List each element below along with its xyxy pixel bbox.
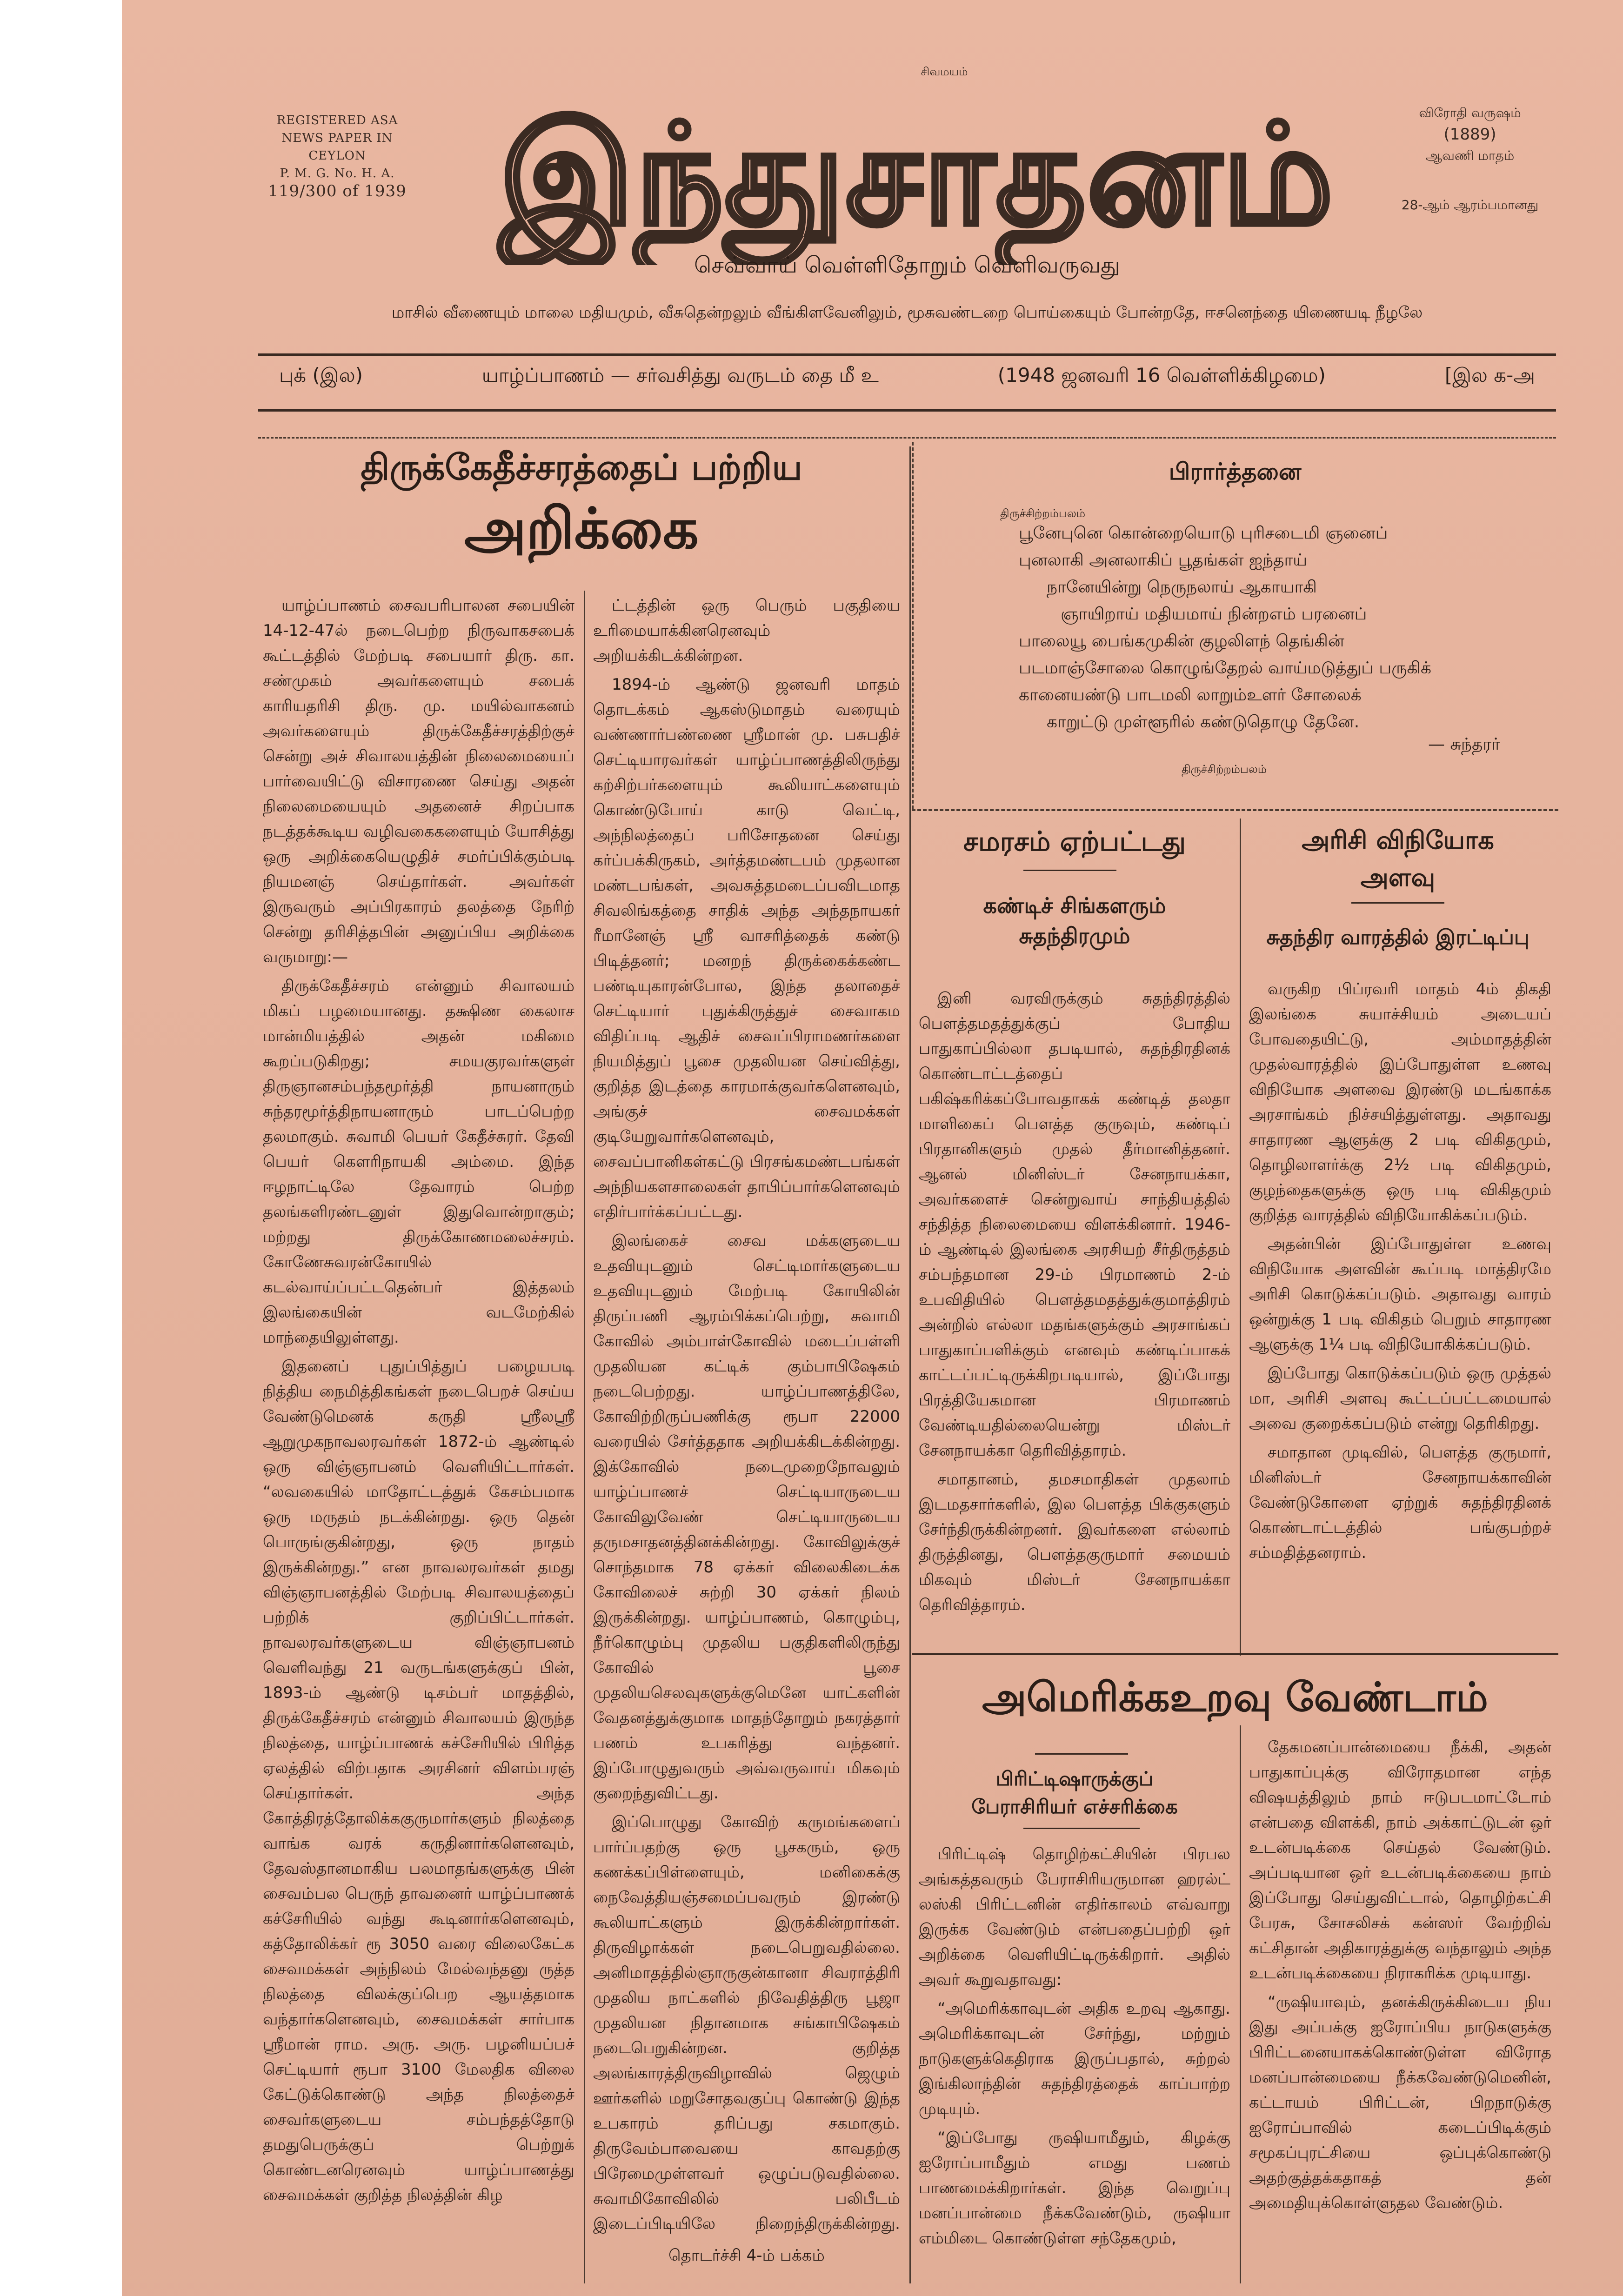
freedom-body — [919, 986, 1230, 1646]
prayer-box-bottom-border — [912, 809, 1558, 811]
dateline-bottom-rule — [258, 409, 1556, 412]
section-rule — [912, 1653, 1558, 1655]
paragraph: “இப்போது ருஷியாமீதும், கிழக்கு ஐரோப்பாமீதும் எமது பணம் பாணமைக்கிறார்கள். இந்த வெறுப்பு மனப்பான்மை நீக்கவேண்டும், ருஷியா எம்மிடை கொண்டுள்ள சந்தேகமும், — [919, 2129, 1230, 2248]
blessing-text: சிவமயம் — [921, 65, 968, 78]
paragraph: இனி வரவிருக்கும் சுதந்திரத்தில் பௌத்தமதத்துக்குப் போதிய பாதுகாப்பில்லா தபடியால், சுதந்திரதினக் கொண்டாட்டத்தைப் பகிஷ்கரிக்கப்போவதாகக் கண்டித் தலதா மாளிகைப் பௌத்த குருவும், கண்டிப் பிரதானிகளும் முதல் தீர்மானித்தனர். ஆனல் மினிஸ்டர் சேனநாயக்கா, அவர்களைச் சென்றுவாய் சாந்தியத்தில் சந்தித்த நிலைமையை விளக்கினார். 1946-ம் ஆண்டில் இலங்கை அரசியற் சீர்திருத்தம் சம்பந்தமான 29-ம் பிரமாணம் 2-ம் உபவிதியில் பௌத்தமதத்துக்குமாத்திரம் அன்றில் எல்லா மதங்களுக்கும் அரசாங்கப் பாதுகாப்பளிக்கும் எனவும் கண்டிப்பாகக் காட்டப்பட்டிருக்கிறபடியால், இப்போது பிரத்தியேகமான பிரமாணம் வேண்டியதில்லையென்று மிஸ்டர் சேனநாயக்கா தெரிவித்தாரம். — [919, 989, 1230, 1460]
place-and-era: யாழ்ப்பாணம் — சர்வசித்து வருடம் தை மீ உ — [481, 364, 879, 386]
paragraph: சமாதானம், தமசமாதிகள் முதலாம் இடமதசார்களில், இல பௌத்த பிக்குகளும் சேர்ந்திருக்கின்றனர். இவர்களை எல்லாம் திருத்தினது, பௌத்தகுருமார் சமையம் மிகவும் மிஸ்டர் சேனநாயக்கா தெரிவித்தாரம். — [919, 1470, 1230, 1614]
paragraph: திருக்கேதீச்சரம் என்னும் சிவாலயம் மிகப் பழமையானது. தக்ஷிண கைலாச மான்மியத்தில் அதன் மகிமை கூறப்படுகிறது; சமயகுரவர்களுள் திருஞானசம்பந்தமூர்த்தி நாயனாரும் சுந்தரமூர்த்திநாயனாரும் பாடப்பெற்ற தலமாகும். சுவாமி பெயர் கேதீச்சுரர். தேவி பெயர் கௌரிநாயகி அம்மை. இந்த ஈழநாட்டிலே தேவாரம் பெற்ற தலங்களிரண்டனுள் இதுவொன்றாகும்; மற்றது திருக்கோணமலைச்சரம். கோணேசுவரன்கோயில் கடல்வாய்ப்பட்டதென்பர் இத்தலம் இலங்கையின் வடமேற்கில் மாந்தையிலுள்ளது. — [263, 977, 574, 1347]
verse-line: பூனேபுனெ கொன்றையொடு புரிசடைமி ஞனைப் — [1019, 524, 1388, 543]
freedom-heading-rule — [1023, 870, 1116, 871]
verse-line: நானேயின்று நெருநலாய் ஆகாயாகி — [1047, 578, 1317, 597]
prayer-subhead: திருச்சிற்றம்பலம் — [1000, 507, 1086, 520]
prayer-heading: பிரார்த்தனை — [1169, 458, 1302, 485]
issue-number: [இல க-அ — [1444, 364, 1535, 386]
info-line: 28-ஆம் ஆரம்பமானது — [1401, 197, 1539, 213]
verse-line: புனலாகி அனலாகிப் பூதங்கள் ஐந்தாய் — [1019, 551, 1308, 570]
report-heading-line2: அறிக்கை — [464, 496, 699, 561]
info-line: ஆவணி மாதம் — [1425, 148, 1515, 163]
info-line: விரோதி வருஷம் — [1419, 105, 1521, 120]
paragraph: பிரிட்டிஷ் தொழிற்கட்சியின் பிரபல அங்கத்தவரும் பேராசிரியருமான ஹரல்ட் லஸ்கி பிரிட்டனின் எதிர்காலம் எவ்வாறு இருக்க வேண்டும் என்பதைப்பற்றி ஒர் அறிக்கை வெளியிட்டிருக்கிறார். அதில் அவர் கூறுவதாவது: — [919, 1845, 1230, 1989]
notice-line: REGISTERED ASA — [276, 113, 398, 127]
prayer-footer: திருச்சிற்றம்பலம் — [1182, 763, 1267, 776]
info-line: (1889) — [1443, 125, 1496, 144]
america-heading: அமெரிக்கஉறவு வேண்டாம் — [982, 1674, 1488, 1721]
paragraph: “அமெரிக்காவுடன் அதிக உறவு ஆகாது. அமெரிக்காவுடன் சேர்ந்து, மற்றும் நாடுகளுக்கெதிராக இருப்பதால், சுற்றல் இங்கிலாந்தின் சுதந்திரத்தைக் காப்பாற்ற முடியும். — [919, 1999, 1230, 2118]
rice-heading-line1: அரிசி விநியோக — [1302, 825, 1494, 855]
rice-heading-line2: அளவு — [1360, 863, 1436, 892]
column-rule — [1240, 1725, 1241, 2283]
paragraph: சமாதான முடிவில், பௌத்த குருமார், மினிஸ்டர் சேனநாயக்காவின் வேண்டுகோளை ஏற்றுக் சுதந்திரதினக் கொண்டாட்டத்தில் பங்குபற்றச் சம்மதித்தனராம். — [1249, 1443, 1551, 1562]
paragraph: வருகிற பிப்ரவரி மாதம் 4ம் திகதி இலங்கை சுயாச்சியம் அடையப் போவதையிட்டு, அம்மாதத்தின் முதல்வாரத்தில் இப்போதுள்ள உணவு விநியோக அளவை இரண்டு மடங்காக்க அரசாங்கம் நிச்சயித்துள்ளது. அதாவது சாதாரண ஆளுக்கு 2 படி விகிதமும், தொழிலாளர்க்கு 2½ படி விகிதமும், குழந்தைகளுக்கு ஒரு படி விகிதமும் குறித்த வாரத்தில் விநியோகிக்கப்படும். — [1249, 980, 1551, 1225]
report-column-2 — [593, 593, 900, 2235]
publication-frequency: செவ்வாய் வெள்ளிதோறும் வெளிவருவது — [694, 252, 1120, 278]
report-heading-line1: திருக்கேதீச்சரத்தைப் பற்றிய — [361, 446, 802, 488]
issue-date: (1948 ஜனவரி 16 வெள்ளிக்கிழமை) — [997, 364, 1326, 386]
dateline — [279, 364, 1535, 389]
section-dashed-rule — [258, 437, 1556, 439]
registration-notice — [260, 112, 414, 200]
america-subhead-line1: பிரிட்டிஷாருக்குப் — [995, 1767, 1154, 1790]
verse-line: படமாஞ்சோலை கொழுங்தேறல் வாய்மடுத்துப் பருகிக் — [1019, 659, 1432, 678]
report-column-1 — [263, 593, 574, 2281]
paragraph: 1894-ம் ஆண்டு ஜனவரி மாதம் தொடக்கம் ஆகஸ்டுமாதம் வரையும் வண்ணார்பண்ணை ஸ்ரீமான் மு. பசுபதிச் செட்டியாரவர்கள் யாழ்ப்பாணத்திலிருந்து கற்சிற்பர்களையும் கூலியாட்களையும் கொண்டுபோய் காடு வெட்டி, அந்நிலத்தைப் பரிசோதனை செய்து கர்ப்பக்கிருகம், அர்த்தமண்டபம் முதலான மண்டபங்கள், அவசுத்தமடைப்பவிடமாத சிவலிங்கத்தை சாதிக் அந்த அந்தநாயகர் ரீமானேஞ் ஸ்ரீ வாசரித்தைக் கண்டு பிடித்தனர்; மனறந் திருக்கைக்கண்ட பண்டியுகாரன்போல, இந்த தலாதைச் செட்டியார் புதுக்கிருத்துச் சைவாகம விதிப்படி ஆதிச் சைவப்பிராமணர்களை நியமித்துப் பூசை முதலியன செய்வித்து, குறித்த இடத்தை காரமாக்குவர்களெனவும், அங்குச் சைவமக்கள் குடியேறுவார்களெனவும், சைவப்பானிகள்கட்டு பிரசங்கமண்டபங்கள் அந்நியகளசாலைகள் தாபிப்பார்களெனவும் எதிர்பார்க்கப்பட்டது. — [593, 675, 900, 1221]
column-rule — [584, 591, 585, 2283]
paragraph: “ருஷியாவும், தனக்கிருக்கிடைய நிய இது அப்பக்கு ஐரோப்பிய நாடுகளுக்கு பிரிட்டனையாகக்கொண்டுள்ள விரோத மனப்பான்மையை நீக்கவேண்டுமெனின், கட்டாயம் பிரிட்டன், பிறநாடுக்கு ஐரோப்பாவில் கடைப்பிடிக்கும் சமூகப்புரட்சியை ஒப்புக்கொண்டு அதற்குத்தக்கதாகத் தன் அமைதியுக்கொள்ளுதல வேண்டும். — [1249, 1993, 1551, 2212]
rice-subhead: சுதந்திர வாரத்தில் இரட்டிப்பு — [1266, 925, 1529, 949]
freedom-subhead-line1: கண்டிச் சிங்களரும் — [983, 893, 1166, 918]
column-rule — [909, 446, 911, 2283]
paragraph: இப்பொழுது கோவிற் கருமங்களைப் பார்ப்பதற்கு ஒரு பூசகரும், ஒரு கணக்கப்பிள்ளையும், மனிகைக்கு நைவேத்தியஞ்சமைப்பவரும் இரண்டு கூலியாட்களும் இருக்கின்றார்கள். திருவிழாக்கள் நடைபெறுவதில்லை. அனிமாதத்தில்ஞாருகுன்கானா சிவராத்திரி முதலிய நாட்களில் நிவேதித்திரு பூஜா முதலியன நிதானமாக சங்காபிஷேகம் நடைபெறுகின்றன. குறித்த அலங்காரத்திருவிழாவில் ஜெழும் ஊர்களில் மறுசோதவகுப்பு கொண்டு இந்த உபகாரம் தரிப்பது சகமாகும். திருவேம்பாவையை காவதற்கு பிரேமைமுள்ளவர் ஒழுப்படுவதில்லை. சுவாமிகோவிலில் பலிபீடம் இடைப்பிடியிலே நிறைந்திருக்கின்றது. — [593, 1813, 900, 2233]
verse-line: பாலையூ பைங்கமுகின் குழலிளந் தெங்கின் — [1019, 632, 1344, 651]
notice-line: NEWS PAPER IN — [281, 131, 393, 145]
prayer-verse — [1019, 520, 1544, 736]
prayer-author: — சுந்தரர் — [1428, 735, 1500, 754]
america-heading-rule — [1035, 1753, 1128, 1755]
volume-number: புக் (இல) — [279, 364, 363, 386]
motto-verse: மாசில் வீணையும் மாலை மதியமும், வீசுதென்றலும் வீங்கிளவேனிலும், மூசுவண்டறை பொய்கையும் போன்றதே, ஈசனெந்தை யிணையடி நீழலே — [391, 303, 1423, 322]
founding-info — [1400, 102, 1540, 216]
notice-line: CEYLON — [308, 149, 366, 163]
america-column-1 — [919, 1842, 1230, 2279]
newspaper-title: இந்துசாதனம் — [499, 92, 1334, 256]
america-subhead-line2: பேராசிரியர் எச்சரிக்கை — [971, 1795, 1178, 1818]
verse-line: காறுட்டு முள்ளூரில் கண்டுதொழு தேனே. — [1047, 712, 1360, 732]
freedom-heading: சமரசம் ஏற்பட்டது — [963, 825, 1186, 857]
paragraph: அதன்பின் இப்போதுள்ள உணவு விநியோக அளவின் கூப்படி மாத்திரமே அரிசி கொடுக்கப்படும். அதாவது வாரம் ஒன்றுக்கு 1 படி விகிதம் பெறும் சாதாரண ஆளுக்கு 1¼ படி விநியோகிக்கப்படும். — [1249, 1235, 1551, 1354]
paragraph: தேகமனப்பான்மையை நீக்கி, அதன் பாதுகாப்புக்கு விரோதமான எந்த விஷயத்திலும் நாம் ஈடுபடமாட்டோம் என்பதை விளக்கி, நாம் அக்காட்டுடன் ஒர் உடன்படிக்கை செய்தல் வேண்டும். அப்படியான ஒர் உடன்படிக்கையை நாம் இப்போது செய்துவிட்டால், தொழிற்கட்சி பேரசு, சோசலிசக் கன்ஸர் வேற்றிவ் கட்சிதான் அதிகாரத்துக்கு வந்தாலும் அந்த உடன்படிக்கையை நிராகரிக்க முடியாது. — [1249, 1738, 1551, 1983]
rice-heading-rule — [1351, 902, 1444, 904]
verse-line: ஞாயிறாய் மதியமாய் நின்றஎம் பரனைப் — [1061, 605, 1367, 624]
paragraph: ட்டத்தின் ஒரு பெரும் பகுதியை உரிமையாக்கினரெனவும் அறியக்கிடக்கின்றன. — [593, 596, 900, 665]
continued-note: தொடர்ச்சி 4-ம் பக்கம் — [668, 2246, 825, 2265]
rice-body — [1249, 977, 1551, 1651]
paragraph: இப்போது கொடுக்கப்படும் ஒரு முத்தல் மா, அரிசி அளவு கூட்டப்பட்டமையால் அவை குறைக்கப்படும் என்று தெரிகிறது. — [1249, 1364, 1551, 1433]
america-column-2 — [1249, 1735, 1551, 2279]
notice-line: P. M. G. No. H. A. — [280, 166, 395, 180]
dateline-top-rule — [258, 353, 1556, 356]
verse-line: கானையண்டு பாடமலி லாறும்உளர் சோலைக் — [1019, 685, 1362, 705]
freedom-subhead-line2: சுதந்திரமும் — [1019, 923, 1130, 948]
notice-line: 119/300 of 1939 — [268, 182, 407, 200]
paragraph: யாழ்ப்பாணம் சைவபரிபாலன சபையின் 14-12-47ல் நடைபெற்ற நிருவாகசபைக் கூட்டத்தில் மேற்படி சபையார் திரு. கா. சண்முகம் அவர்களையும் சபைக் காரியதரிசி திரு. மு. மயில்வாகனம் அவர்களையும் திருக்கேதீச்சரத்திற்குச் சென்று அச் சிவாலயத்தின் நிலைமையைப் பார்வையிட்டு விசாரணை செய்து அதன் நிலைமையையும் அதனைச் சிறப்பாக நடத்தக்கூடிய வழிவகைகளையும் யோசித்து ஒரு அறிக்கையெழுதிச் சமர்ப்பிக்கும்படி நியமனஞ் செய்தார்கள். அவர்கள் இருவரும் அப்பிரகாரம் தலத்தை நேரிற் சென்று தரிசித்தபின் அனுப்பிய அறிக்கை வருமாறு:— — [263, 596, 574, 966]
paragraph: இதனைப் புதுப்பித்துப் பழையபடி நித்திய நைமித்திகங்கள் நடைபெறச் செய்ய வேண்டுமெனக் கருதி ஸ்ரீலஸ்ரீ ஆறுமுகநாவலரவர்கள் 1872-ம் ஆண்டில் ஒரு விஞ்ஞாபனம் வெளியிட்டார்கள். “லவகையில் மாதோட்டத்துக் கேசம்பமாக ஒரு மருதம் நடக்கின்றது. ஒரு தென் பொருங்குகின்றது, ஒரு நாதம் இருக்கின்றது.” என நாவலரவர்கள் தமது விஞ்ஞாபனத்தில் மேற்படி சிவாலயத்தைப் பற்றிக் குறிப்பிட்டார்கள். நாவலரவர்களுடைய விஞ்ஞாபனம் வெளிவந்து 21 வருடங்களுக்குப் பின், 1893-ம் ஆண்டு டிசம்பர் மாதத்தில், திருக்கேதீச்சரம் என்னும் சிவாலயம் இருந்த நிலத்தை, யாழ்ப்பாணக் கச்சேரியில் பிரித்த ஏலத்தில் விற்பதாக அரசினர் விளம்பரஞ் செய்தார்கள். அந்த கோத்திரத்தோலிக்ககுருமார்களும் நிலத்தை வாங்க வரக் கருதினார்களெனவும், தேவஸ்தானமாகிய பலமாதங்களுக்கு பின் சைவம்பல பெருந் தாவனைர் யாழ்ப்பாணக் கச்சேரியில் வந்து கூடினார்களெனவும், கத்தோலிக்கர் ரூ 3050 வரை விலைகேட்க சைவமக்கள் அந்நிலம் மேல்வந்தனு ருத்த நிலத்தை விலக்குப்பெற ஆயத்தமாக வந்தார்களெனவும், சைவமக்கள் சார்பாக ஸ்ரீமான் ராம. அரு. அரு. பழனியப்பச் செட்டியார் ரூபா 3100 மேலதிக விலை கேட்டுக்கொண்டு அந்த நிலத்தைச் சைவர்களுடைய சம்பந்தத்தோடு தமதுபெருக்குப் பெற்றுக் கொண்டனரெனவும் யாழ்ப்பாணத்து சைவமக்கள் குறித்த நிலத்தின் கிழ — [263, 1357, 574, 2204]
column-rule — [1240, 819, 1241, 1656]
america-subhead-rule — [1023, 1828, 1140, 1829]
paragraph: இலங்கைச் சைவ மக்களுடைய உதவியுடனும் செட்டிமார்களுடைய உதவியுடனும் மேற்படி கோயிலின் திருப்பணி ஆரம்பிக்கப்பெற்று, சுவாமி கோவில் அம்பாள்கோவில் மடைப்பள்ளி முதலியன கட்டிக் கும்பாபிஷேகம் நடைபெற்றது. யாழ்ப்பாணத்திலே, கோவிற்றிருப்பணிக்கு ரூபா 22000 வரையில் சேர்த்ததாக அறியக்கிடக்கின்றது. இக்கோவில் நடைமுறைநோவலும் யாழ்ப்பாணச் செட்டியாருடைய கோவிலுவேண் செட்டியாருடைய தருமசாதனத்தினக்கின்றது. கோவிலுக்குச் சொந்தமாக 78 ஏக்கர் விலைகிடைக்க கோவிலைச் சுற்றி 30 ஏக்கர் நிலம் இருக்கின்றது. யாழ்ப்பாணம், கொழும்பு, நீர்கொழும்பு முதலிய பகுதிகளிலிருந்து கோவில் பூசை முதலியசெலவுகளுக்குமெனே யாட்களின் வேதனத்துக்குமாக மாதந்தோறும் நகரத்தார் பணம் உபகரித்து வந்தனர். இப்போழுதுவரும் அவ்வருவாய் மிகவும் குறைந்துவிட்டது. — [593, 1231, 900, 1803]
prayer-box-left-border — [912, 442, 914, 809]
